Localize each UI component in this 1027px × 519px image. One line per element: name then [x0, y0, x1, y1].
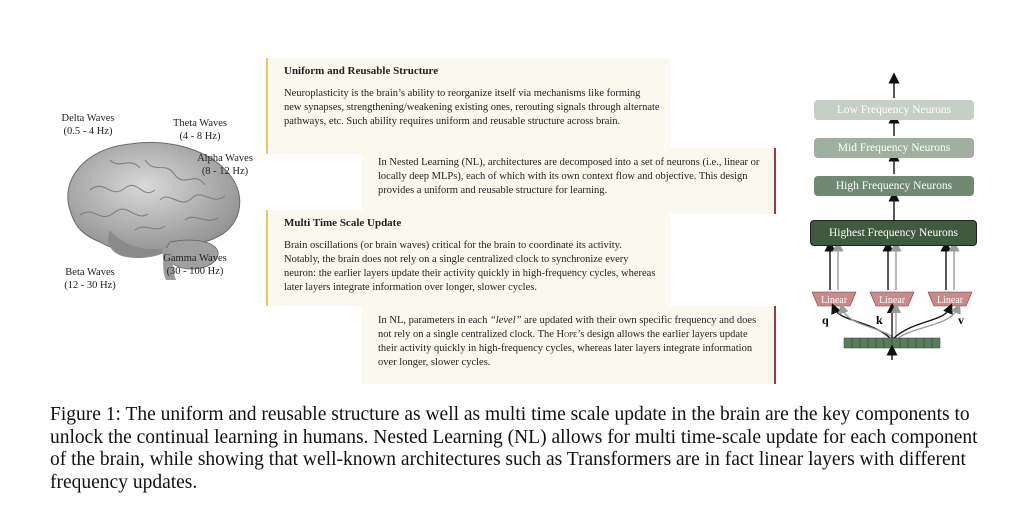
input-tokens: [844, 338, 940, 348]
multiscale-title: Multi Time Scale Update: [284, 217, 402, 229]
input-token-cell: [868, 338, 876, 348]
linear-v: [928, 292, 972, 306]
input-token-cell: [916, 338, 924, 348]
input-token-cell: [900, 338, 908, 348]
nl-levels-box: [362, 306, 776, 384]
high-frequency-neurons: High Frequency Neurons: [814, 176, 974, 196]
q-label: q: [822, 313, 829, 327]
delta-waves-label: Delta Waves (0.5 - 4 Hz): [61, 113, 115, 137]
input-token-cell: [932, 338, 940, 348]
theta-waves-label: Theta Waves (4 - 8 Hz): [172, 118, 228, 142]
brain-panel: [40, 100, 280, 300]
svg-text:Linear: Linear: [936, 295, 964, 306]
svg-text:Linear: Linear: [878, 295, 906, 306]
multiscale-text: Brain oscillations (or brain waves) critical for the brain to coordinate its activity. Notably, the brain does not rely on a single centralized clock to synchronize every neuron: the earlier layers update their activity quickly in high-frequency cycles, whereas later layers integrate information over longer, slower cycles.: [284, 240, 656, 293]
input-token-cell: [924, 338, 932, 348]
gamma-waves-label: Gamma Waves (30 - 100 Hz): [163, 253, 227, 277]
input-token-cell: [876, 338, 884, 348]
uniform-structure-box: [266, 58, 670, 154]
mid-frequency-neurons: Mid Frequency Neurons: [814, 138, 974, 158]
input-token-cell: [844, 338, 852, 348]
nl-structure-box: [362, 148, 776, 214]
input-token-cell: [908, 338, 916, 348]
input-token-cell: [884, 338, 892, 348]
input-token-cell: [892, 338, 900, 348]
low-frequency-neurons: Low Frequency Neurons: [814, 100, 974, 120]
uniform-structure-title: Uniform and Reusable Structure: [284, 65, 439, 77]
nl-structure-text: In Nested Learning (NL), architectures are decomposed into a set of neurons (i.e., linear or locally deep MLPs), each of which with its own context flow and objective. This design provides a uniform and reusable structure for learning.: [378, 157, 760, 196]
svg-text:Linear: Linear: [820, 295, 848, 306]
linear-q: [812, 292, 856, 306]
multiscale-box: [266, 210, 670, 306]
alpha-waves-label: Alpha Waves (8 - 12 Hz): [197, 153, 253, 177]
v-label: v: [958, 313, 964, 327]
input-token-cell: [860, 338, 868, 348]
figure-caption: Figure 1: The uniform and reusable structure as well as multi time scale update in the brain are the key components to unlock the continual learning in humans. Nested Learning (NL) allows for multi time-scale update for each component of the brain, while showing that well-known architectures such as Transformers are in fact linear layers with different frequency updates.: [50, 404, 978, 493]
input-token-cell: [852, 338, 860, 348]
beta-waves-label: Beta Waves (12 - 30 Hz): [64, 267, 116, 291]
uniform-structure-text: Neuroplasticity is the brain’s ability to reorganize itself via mechanisms like forming new synapses, strengthening/weakening existing ones, rerouting signals through alternate pathways, etc. Such ability requires uniform and reusable structure across brain.: [284, 88, 660, 127]
highest-frequency-neurons: Highest Frequency Neurons: [810, 220, 977, 246]
k-label: k: [876, 313, 883, 327]
linear-k: [870, 292, 914, 306]
nl-levels-text: In NL, parameters in each “level” are updated with their own specific frequency and does not rely on a single centralized clock. The Hope’s design allows the earlier layers update their activity quickly in high-frequency cycles, whereas later layers integrate information over longer, slower cycles.: [378, 315, 757, 368]
